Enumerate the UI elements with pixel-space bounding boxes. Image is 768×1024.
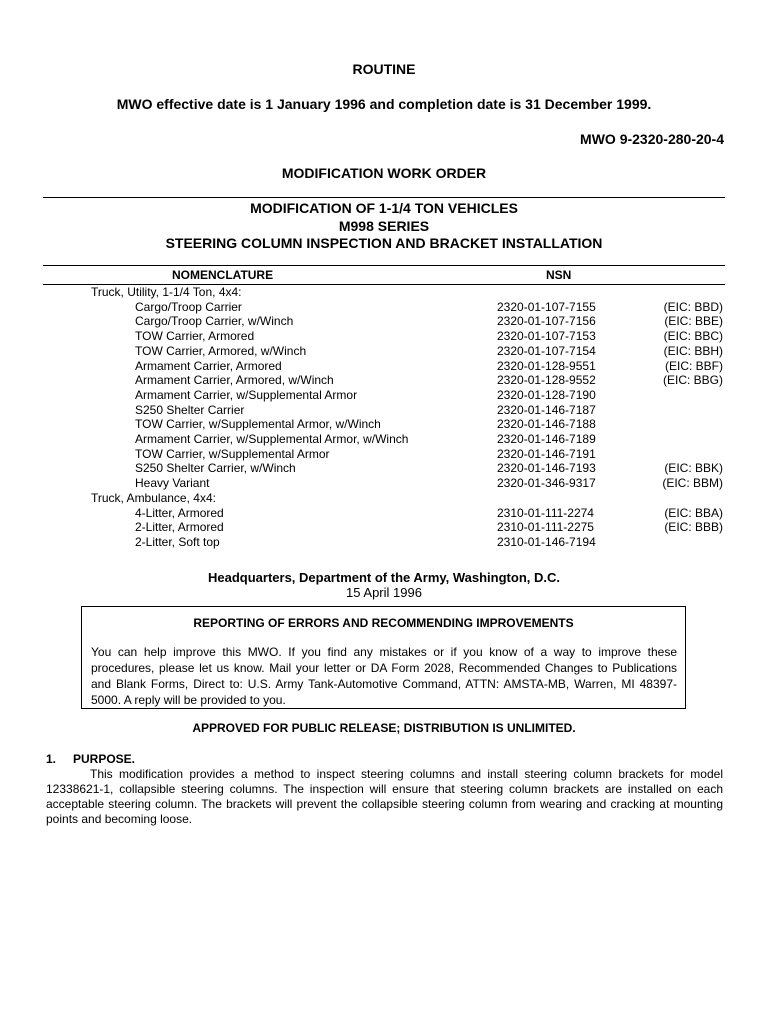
row-nsn: 2320-01-128-9551 xyxy=(497,358,596,373)
row-nsn: 2320-01-107-7154 xyxy=(497,343,596,358)
reporting-box xyxy=(81,606,686,709)
reporting-box-title: REPORTING OF ERRORS AND RECOMMENDING IMPROVEMENTS xyxy=(193,616,574,630)
row-nsn: 2320-01-146-7189 xyxy=(497,432,596,446)
table-row xyxy=(0,344,768,359)
row-nomenclature: Truck, Utility, 1-1/4 Ton, 4x4: xyxy=(91,285,242,299)
title-line-1: MODIFICATION OF 1-1/4 TON VEHICLES xyxy=(250,200,518,216)
table-row xyxy=(0,491,768,506)
row-nomenclature: TOW Carrier, w/Supplemental Armor, w/Winch xyxy=(135,417,381,432)
headquarters-line: Headquarters, Department of the Army, Washington, D.C. xyxy=(207,570,560,585)
row-nomenclature: 2-Litter, Soft top xyxy=(135,534,220,549)
title-divider-top xyxy=(43,197,725,198)
row-nomenclature: Heavy Variant xyxy=(135,476,210,491)
issue-date: 15 April 1996 xyxy=(346,585,422,600)
row-nsn: 2320-01-128-9552 xyxy=(497,373,596,388)
table-row xyxy=(0,447,768,462)
row-eic: (EIC: BBF) xyxy=(664,358,723,373)
table-divider-top xyxy=(43,265,725,266)
row-nomenclature: S250 Shelter Carrier xyxy=(135,402,245,417)
row-nomenclature: Armament Carrier, Armored, w/Winch xyxy=(135,373,334,388)
table-row xyxy=(0,432,768,447)
row-nsn: 2320-01-107-7153 xyxy=(497,329,596,344)
row-nsn: 2310-01-111-2275 xyxy=(497,520,594,535)
title-line-2: M998 SERIES xyxy=(338,218,430,234)
purpose-number: 1. xyxy=(46,752,57,766)
row-nomenclature: Cargo/Troop Carrier xyxy=(135,299,242,314)
row-eic: (EIC: BBD) xyxy=(663,299,723,314)
table-row xyxy=(0,388,768,403)
mwo-number: MWO 9-2320-280-20-4 xyxy=(580,131,724,147)
table-row xyxy=(0,285,768,300)
doc-type-heading: MODIFICATION WORK ORDER xyxy=(281,165,487,181)
col-header-nsn: NSN xyxy=(546,268,572,282)
row-nsn: 2310-01-146-7194 xyxy=(497,534,596,549)
row-nomenclature: 4-Litter, Armored xyxy=(135,505,224,520)
table-row xyxy=(0,535,768,550)
row-nomenclature: Cargo/Troop Carrier, w/Winch xyxy=(135,314,294,329)
table-row xyxy=(0,373,768,388)
table-row xyxy=(0,314,768,329)
effective-date-line: MWO effective date is 1 January 1996 and completion date is 31 December 1999. xyxy=(116,96,652,112)
row-nomenclature: S250 Shelter Carrier, w/Winch xyxy=(135,461,296,476)
row-nsn: 2320-01-128-7190 xyxy=(497,387,596,402)
purpose-heading: PURPOSE. xyxy=(73,752,136,766)
row-nomenclature: TOW Carrier, w/Supplemental Armor xyxy=(135,446,330,461)
purpose-text: This modification provides a method to inspect steering columns and install steering column brackets for model 12338621-1, collapsible steering columns. The inspection will ensure that steering column brackets are installed on each acceptable steering column. The brackets will prevent the collapsible steering column from wearing and cracking at mounting points and becoming loose. xyxy=(46,767,723,826)
row-eic: (EIC: BBH) xyxy=(663,343,723,358)
row-nomenclature: TOW Carrier, Armored, w/Winch xyxy=(135,343,307,358)
title-line-3: STEERING COLUMN INSPECTION AND BRACKET INSTALLATION xyxy=(165,235,603,251)
table-row xyxy=(0,403,768,418)
row-nsn: 2320-01-146-7188 xyxy=(497,417,596,432)
table-row xyxy=(0,476,768,491)
row-eic: (EIC: BBC) xyxy=(663,329,723,344)
row-nsn: 2320-01-146-7193 xyxy=(497,461,596,476)
row-nsn: 2320-01-107-7156 xyxy=(497,314,596,329)
row-nsn: 2320-01-346-9317 xyxy=(497,476,596,491)
col-header-nomenclature: NOMENCLATURE xyxy=(172,268,274,282)
row-eic: (EIC: BBK) xyxy=(664,461,723,476)
row-eic: (EIC: BBA) xyxy=(664,505,723,520)
row-nomenclature: Armament Carrier, w/Supplemental Armor xyxy=(135,387,358,402)
row-nomenclature: Truck, Ambulance, 4x4: xyxy=(91,490,216,505)
row-nsn: 2320-01-146-7187 xyxy=(497,402,596,417)
routine-label: ROUTINE xyxy=(352,61,416,77)
table-row xyxy=(0,359,768,374)
distribution-statement: APPROVED FOR PUBLIC RELEASE; DISTRIBUTION IS UNLIMITED. xyxy=(192,721,576,735)
table-row xyxy=(0,329,768,344)
row-nomenclature: Armament Carrier, w/Supplemental Armor, w/Winch xyxy=(135,432,409,446)
row-nomenclature: Armament Carrier, Armored xyxy=(135,358,282,373)
reporting-box-body: You can help improve this MWO. If you find any mistakes or if you know of a way to improve these procedures, please let us know. Mail your letter or DA Form 2028, Recommended Changes to Publications and Blank Forms, Direct to: U.S. Army Tank-Automotive Command, ATTN: AMSTA-MB, Warren, MI 48397-5000. A reply will be provided to you. xyxy=(91,645,677,707)
row-eic: (EIC: BBB) xyxy=(664,520,723,535)
row-nomenclature: 2-Litter, Armored xyxy=(135,520,224,535)
row-eic: (EIC: BBE) xyxy=(664,314,723,329)
row-eic: (EIC: BBM) xyxy=(662,476,723,491)
table-row xyxy=(0,300,768,315)
table-row xyxy=(0,506,768,521)
table-row xyxy=(0,417,768,432)
table-row xyxy=(0,520,768,535)
row-nsn: 2320-01-146-7191 xyxy=(497,446,596,461)
row-eic: (EIC: BBG) xyxy=(662,373,723,388)
row-nsn: 2320-01-107-7155 xyxy=(497,299,596,314)
row-nomenclature: TOW Carrier, Armored xyxy=(135,329,255,344)
row-nsn: 2310-01-111-2274 xyxy=(497,505,594,520)
table-row xyxy=(0,461,768,476)
